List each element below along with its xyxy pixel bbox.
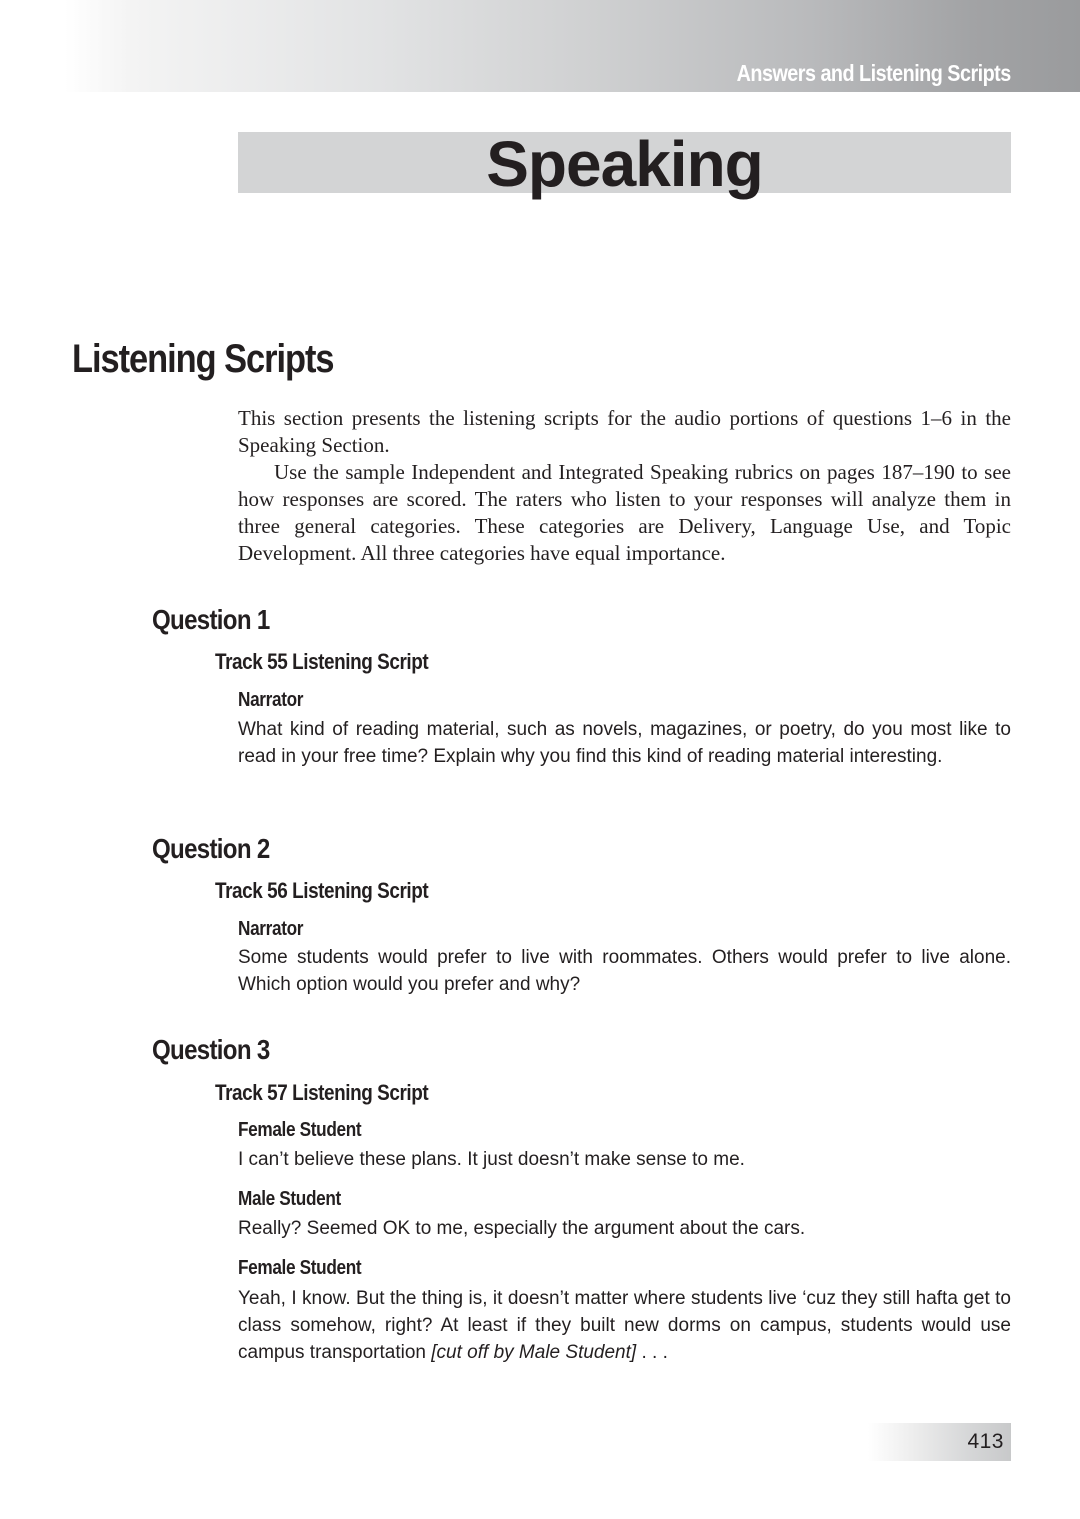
speaker-label: Narrator	[238, 918, 304, 940]
question-2-track-heading: Track 56 Listening Script	[215, 878, 429, 903]
speech-trailing-ellipsis: . . .	[636, 1342, 668, 1363]
section-intro	[238, 405, 1011, 567]
speech-text-body: Yeah, I know. But the thing is, it doesn’t matter where students live ‘cuz they still hafta get to class somehow, right? At least if they built new dorms on campus, students would use campus transportation	[238, 1288, 1011, 1363]
question-1-track-heading: Track 55 Listening Script	[215, 649, 429, 674]
question-2-heading: Question 2	[152, 833, 270, 864]
speech-text	[238, 1285, 1011, 1366]
speaker-label: Female Student	[238, 1257, 362, 1279]
question-3-track-heading: Track 57 Listening Script	[215, 1080, 429, 1105]
question-1-heading: Question 1	[152, 604, 270, 635]
intro-paragraph: This section presents the listening scripts for the audio portions of questions 1–6 in the Speaking Section.	[238, 406, 1011, 457]
speech-text: Some students would prefer to live with roommates. Others would prefer to live alone. Which option would you prefer and why?	[238, 947, 1011, 995]
speaker-label: Narrator	[238, 689, 304, 711]
page-number: 413	[967, 1430, 1004, 1453]
section-title: Listening Scripts	[72, 337, 334, 381]
intro-paragraph: Use the sample Independent and Integrated Speaking rubrics on pages 187–190 to see how responses are scored. The raters who listen to your responses will analyze them in three general categories. These categories are Delivery, Language Use, and Topic Development. All three categories have equal importance.	[238, 460, 1011, 565]
speaker-label: Male Student	[238, 1188, 341, 1210]
speech-text: Really? Seemed OK to me, especially the argument about the cars.	[238, 1218, 806, 1239]
chapter-title: Speaking	[486, 128, 763, 200]
speech-text: I can’t believe these plans. It just doesn’t make sense to me.	[238, 1149, 745, 1170]
stage-direction: [cut off by Male Student]	[431, 1342, 637, 1363]
question-3-heading: Question 3	[152, 1034, 270, 1065]
running-head-title: Answers and Listening Scripts	[736, 60, 1011, 86]
speaker-label: Female Student	[238, 1119, 362, 1141]
speech-text: What kind of reading material, such as novels, magazines, or poetry, do you most like to read in your free time? Explain why you find this kind of reading material interesting.	[238, 719, 1011, 767]
